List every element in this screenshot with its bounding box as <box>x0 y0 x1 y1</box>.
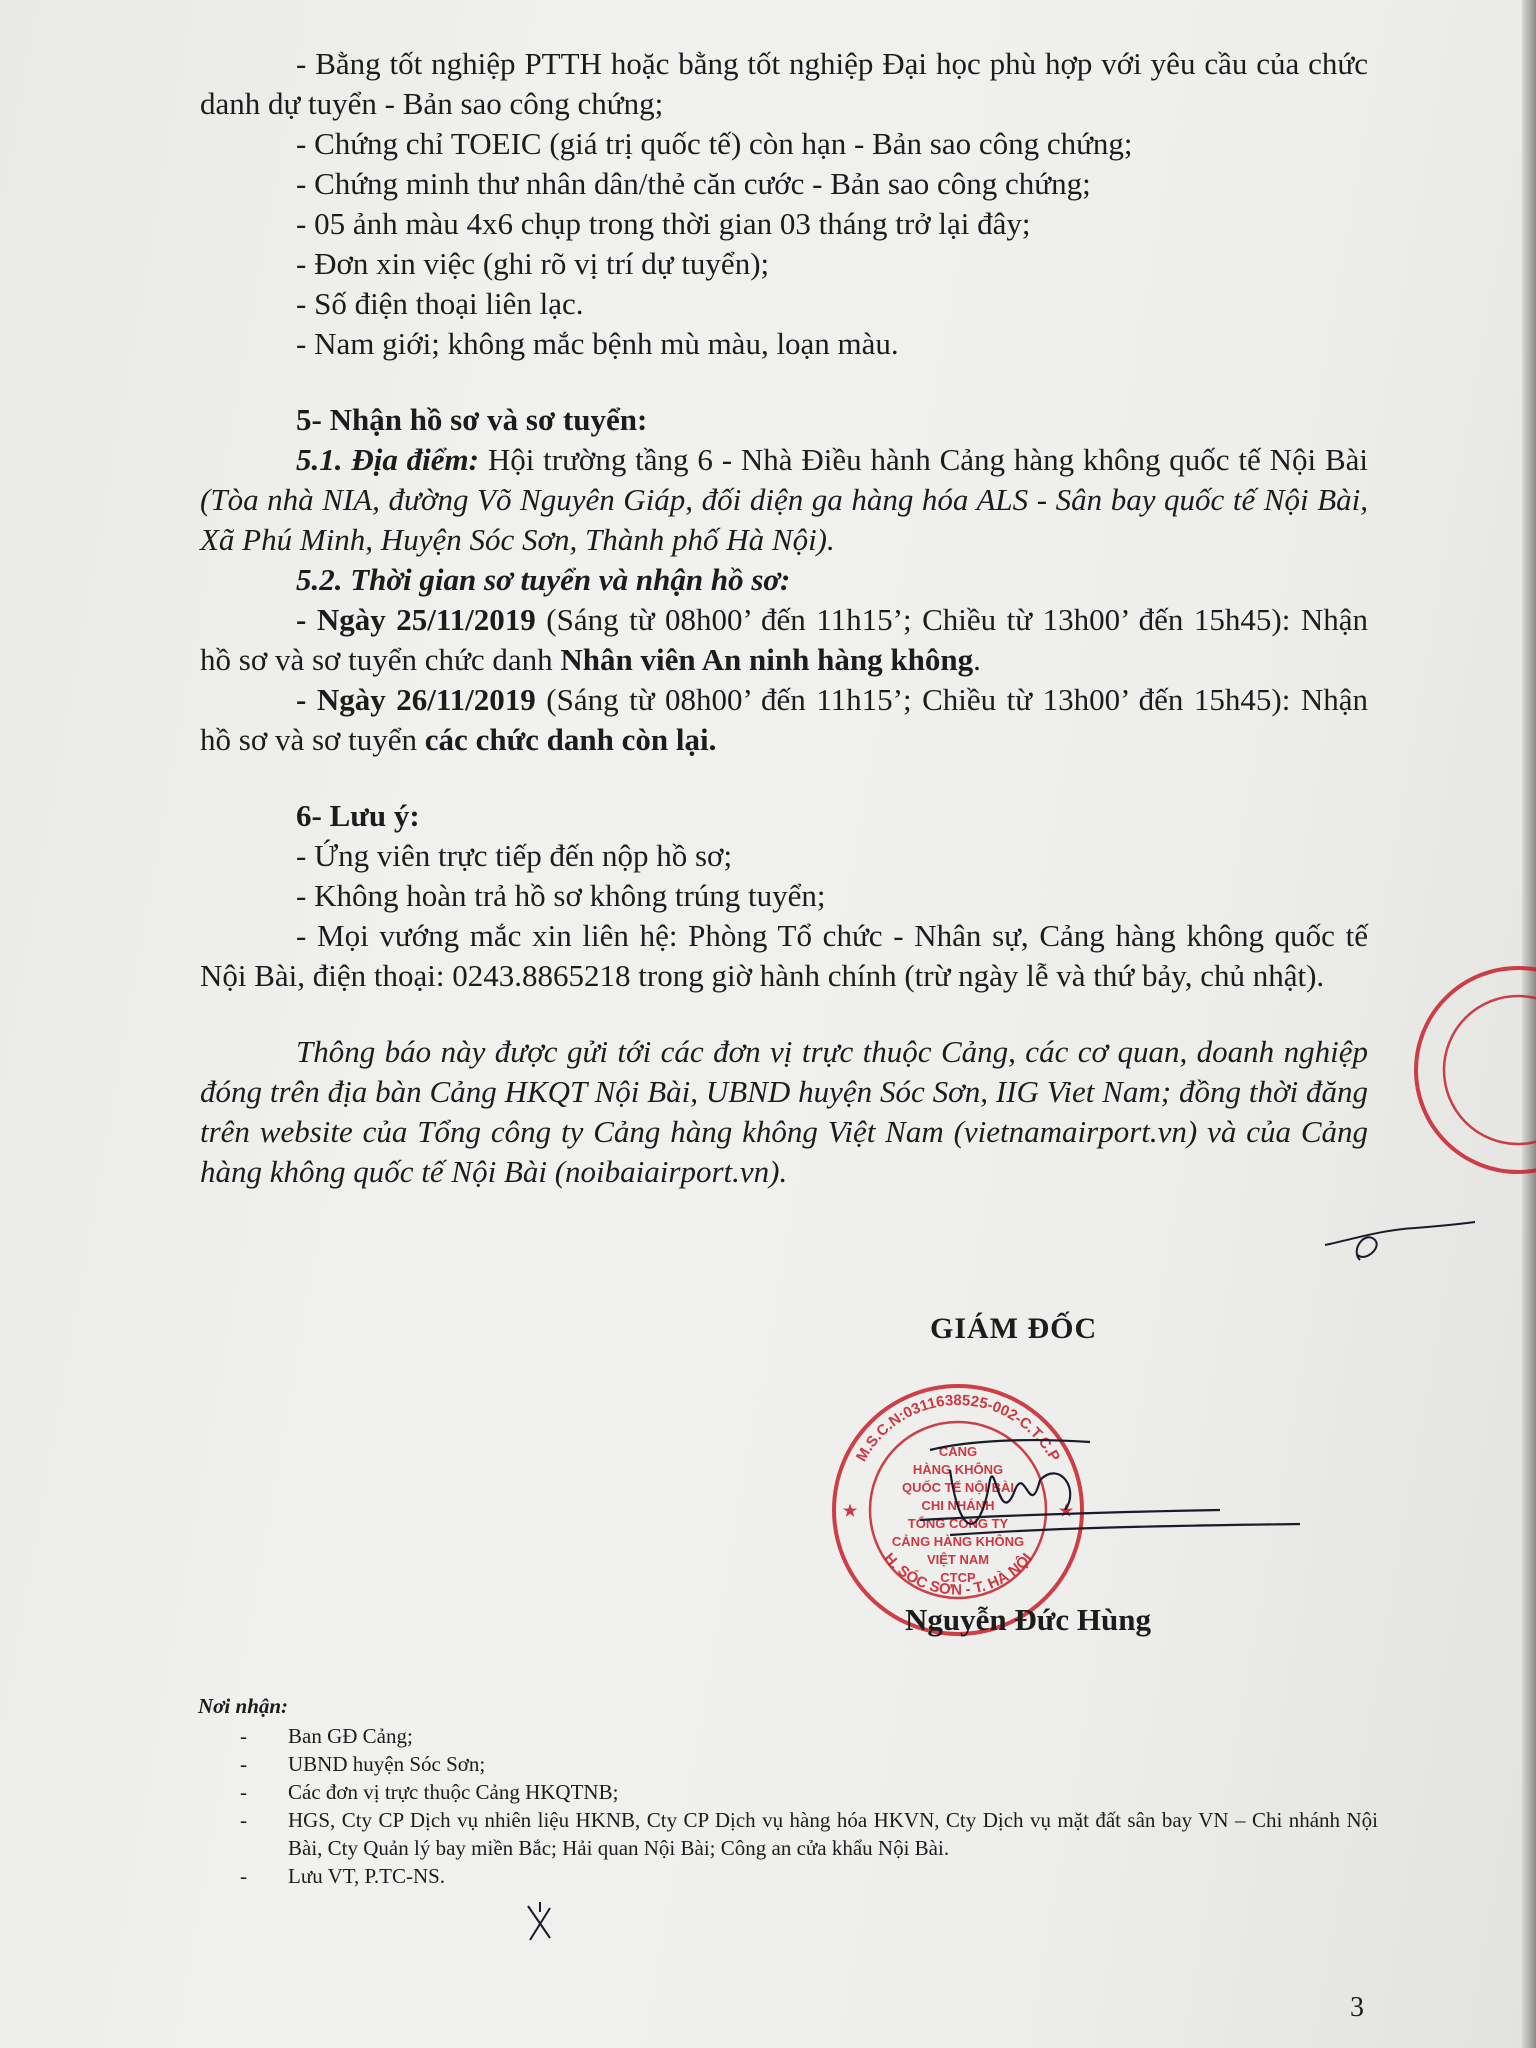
seal-line: QUỐC TẾ NỘI BÀI <box>902 1480 1014 1495</box>
bullet-dash: - <box>240 1808 247 1832</box>
requirement-item: - Đơn xin việc (ghi rõ vị trí dự tuyển); <box>296 246 770 281</box>
requirement-item: - Số điện thoại liên lạc. <box>296 286 584 321</box>
official-seal-stamp <box>828 1380 1088 1640</box>
day-2-text: (Sáng từ 08h00’ đến 11h15’; Chiều từ 13h00’ đến 15h45): Nhận hồ sơ và sơ tuyển <box>200 682 1368 757</box>
schedule-day-2 <box>200 680 1368 760</box>
seal-line: CHI NHÁNH <box>921 1498 995 1513</box>
seal-line: TỔNG CÔNG TY <box>907 1516 1009 1531</box>
recipient-item <box>198 1862 1378 1890</box>
location-detail: (Tòa nhà NIA, đường Võ Nguyên Giáp, đối diện ga hàng hóa ALS - Sân bay quốc tế Nội Bài, Xã Phú Minh, Huyện Sóc Sơn, Thành phố Hà Nội). <box>200 482 1368 557</box>
section-6-heading: 6- Lưu ý: <box>296 798 420 833</box>
requirement-item: - Nam giới; không mắc bệnh mù màu, loạn màu. <box>296 326 899 361</box>
seal-star-icon: ★ <box>1058 1503 1074 1520</box>
recipient-item <box>198 1750 1378 1778</box>
section-5-2-heading: 5.2. Thời gian sơ tuyển và nhận hồ sơ: <box>296 562 791 597</box>
recipient-text: Các đơn vị trực thuộc Cảng HKQTNB; <box>288 1780 619 1804</box>
recipient-text: UBND huyện Sóc Sơn; <box>288 1752 486 1776</box>
section-5-heading: 5- Nhận hồ sơ và sơ tuyển: <box>296 402 648 437</box>
seal-line: CẢNG HÀNG KHÔNG <box>891 1534 1025 1549</box>
seal-line: CẢNG <box>938 1444 978 1459</box>
day-1-end: . <box>973 642 981 677</box>
seal-stamp-partial <box>1408 960 1536 1180</box>
recipient-text: HGS, Cty CP Dịch vụ nhiên liệu HKNB, Cty CP Dịch vụ hàng hóa HKVN, Cty Dịch vụ mặt đất sân bay VN – Chi nhánh Nội Bài, Cty Quản lý bay miền Bắc; Hải quan Nội Bài; Công an cửa khẩu Nội Bài. <box>288 1808 1378 1860</box>
schedule-day-1 <box>200 600 1368 680</box>
requirement-item: - Bằng tốt nghiệp PTTH hoặc bằng tốt nghiệp Đại học phù hợp với yêu cầu của chức danh dự tuyển - Bản sao công chứng; <box>200 46 1368 121</box>
signer-name: Nguyễn Đức Hùng <box>905 1602 1151 1637</box>
initial-flourish <box>1320 1200 1480 1270</box>
seal-ring-bottom: H. SÓC SƠN - T. HÀ NỘI <box>880 1549 1036 1599</box>
requirement-item: - Chứng minh thư nhân dân/thẻ căn cước - Bản sao công chứng; <box>296 166 1091 201</box>
seal-line: CTCP <box>940 1570 976 1585</box>
bullet-dash: - <box>240 1724 247 1748</box>
recipients-title: Nơi nhận: <box>198 1694 289 1718</box>
recipient-text: Lưu VT, P.TC-NS. <box>288 1864 446 1888</box>
recipient-item <box>198 1806 1378 1862</box>
bullet-dash: - <box>240 1752 247 1776</box>
day-1-text: (Sáng từ 08h00’ đến 11h15’; Chiều từ 13h00’ đến 15h45): Nhận hồ sơ và sơ tuyển chức danh <box>200 602 1368 677</box>
day-1-date: - Ngày 25/11/2019 <box>296 602 536 637</box>
location-text: Hội trường tầng 6 - Nhà Điều hành Cảng hàng không quốc tế Nội Bài <box>479 442 1368 477</box>
requirement-item: - 05 ảnh màu 4x6 chụp trong thời gian 03 tháng trở lại đây; <box>296 206 1031 241</box>
document-body <box>200 44 1368 1192</box>
requirement-item: - Chứng chỉ TOEIC (giá trị quốc tế) còn hạn - Bản sao công chứng; <box>296 126 1133 161</box>
bullet-dash: - <box>240 1864 247 1888</box>
bullet-dash: - <box>240 1780 247 1804</box>
recipients-list <box>198 1692 1378 1890</box>
day-2-date: - Ngày 26/11/2019 <box>296 682 536 717</box>
location-label: 5.1. Địa điểm: <box>296 442 479 477</box>
seal-ring-text: M.S.C.N:0311638525-002-C.T.C.P <box>852 1391 1064 1465</box>
notice-paragraph: Thông báo này được gửi tới các đơn vị trực thuộc Cảng, các cơ quan, doanh nghiệp đóng trên địa bàn Cảng HKQT Nội Bài, UBND huyện Sóc Sơn, IIG Viet Nam; đồng thời đăng trên website của Tổng công ty Cảng hàng không Việt Nam (vietnamairport.vn) và của Cảng hàng không quốc tế Nội Bài (noibaiairport.vn). <box>200 1034 1368 1189</box>
note-item: - Ứng viên trực tiếp đến nộp hồ sơ; <box>296 838 733 873</box>
note-item: - Không hoàn trả hồ sơ không trúng tuyển; <box>296 878 826 913</box>
recipient-text: Ban GĐ Cảng; <box>288 1724 413 1748</box>
recipient-item <box>198 1722 1378 1750</box>
seal-star-icon: ★ <box>842 1503 858 1520</box>
day-1-role: Nhân viên An ninh hàng không <box>560 642 974 677</box>
note-item: - Mọi vướng mắc xin liên hệ: Phòng Tổ chức - Nhân sự, Cảng hàng không quốc tế Nội Bài, điện thoại: 0243.8865218 trong giờ hành chính (trừ ngày lễ và thứ bảy, chủ nhật). <box>200 918 1368 993</box>
seal-line: VIỆT NAM <box>926 1552 990 1567</box>
page-number: 3 <box>1350 1992 1364 2023</box>
seal-line: HÀNG KHÔNG <box>912 1462 1004 1477</box>
day-2-role: các chức danh còn lại. <box>424 722 717 757</box>
recipient-item <box>198 1778 1378 1806</box>
signer-title: GIÁM ĐỐC <box>930 1312 1098 1345</box>
section-5-1-location <box>200 440 1368 560</box>
handwritten-mark <box>520 1900 560 1944</box>
